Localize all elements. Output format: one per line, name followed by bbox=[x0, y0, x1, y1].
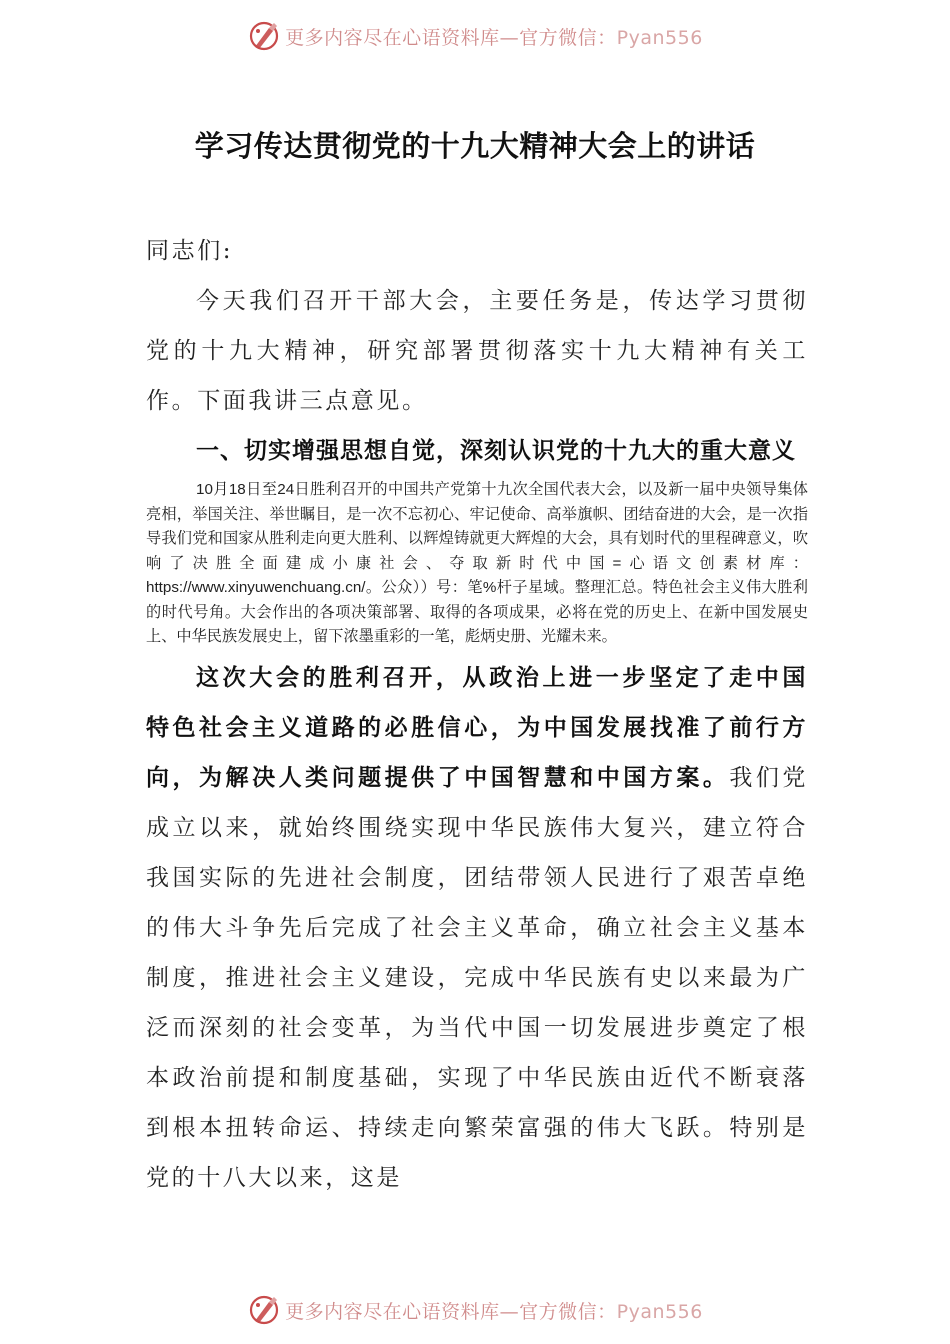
intro-paragraph: 今天我们召开干部大会，主要任务是，传达学习贯彻党的十九大精神，研究部署贯彻落实十九大精神有关工作。下面我讲三点意见。 bbox=[146, 288, 808, 414]
footer-banner bbox=[0, 1290, 950, 1330]
document-title: 学习传达贯彻党的十九大精神大会上的讲话 bbox=[194, 129, 756, 163]
paragraph-2 bbox=[146, 653, 808, 1203]
fountain-pen-logo-icon bbox=[247, 1293, 281, 1327]
small-paragraph: 10月18日至24日胜利召开的中国共产党第十九次全国代表大会，以及新一届中央领导集体亮相，举国关注、举世瞩目，是一次不忘初心、牢记使命、高举旗帜、团结奋进的大会，是一次指导我们党和国家从胜利走向更大胜利、以辉煌铸就更大辉煌的大会，具有划时代的里程碑意义，吹响了决胜全面建成小康社会、夺取新时代中国=心语文创素材库：https://www.xinyuwenchuang.cn/。公众））号：笔%杆子星域。整理汇总。特色社会主义伟大胜利的时代号角。大会作出的各项决策部署、取得的各项成果，必将在党的历史上、在新中国发展史上、中华民族发展史上，留下浓墨重彩的一笔，彪炳史册、光耀未来。 bbox=[146, 481, 808, 645]
banner-text: 更多内容尽在心语资料库—官方微信：Pyan556 bbox=[285, 26, 703, 49]
section-heading-1: 一、切实增强思想自觉，深刻认识党的十九大的重大意义 bbox=[196, 438, 796, 464]
fountain-pen-logo-icon bbox=[247, 19, 281, 53]
salutation: 同志们: bbox=[146, 238, 234, 264]
paragraph-2-rest: 我们党成立以来，就始终围绕实现中华民族伟大复兴，建立符合我国实际的先进社会制度，团结带领人民进行了艰苦卓绝的伟大斗争先后完成了社会主义革命，确立社会主义基本制度，推进社会主义建设，完成中华民族有史以来最为广泛而深刻的社会变革，为当代中国一切发展进步奠定了根本政治前提和制度基础，实现了中华民族由近代不断衰落到根本扭转命运、持续走向繁荣富强的伟大飞跃。特别是党的十八大以来，这是 bbox=[146, 764, 808, 1191]
document-body bbox=[146, 226, 808, 1203]
header-banner bbox=[0, 16, 950, 56]
banner-text: 更多内容尽在心语资料库—官方微信：Pyan556 bbox=[285, 1300, 703, 1323]
paragraph-2-bold: 这次大会的胜利召开，从政治上进一步坚定了走中国特色社会主义道路的必胜信心，为中国发展找准了前行方向，为解决人类问题提供了中国智慧和中国方案。 bbox=[146, 663, 808, 791]
